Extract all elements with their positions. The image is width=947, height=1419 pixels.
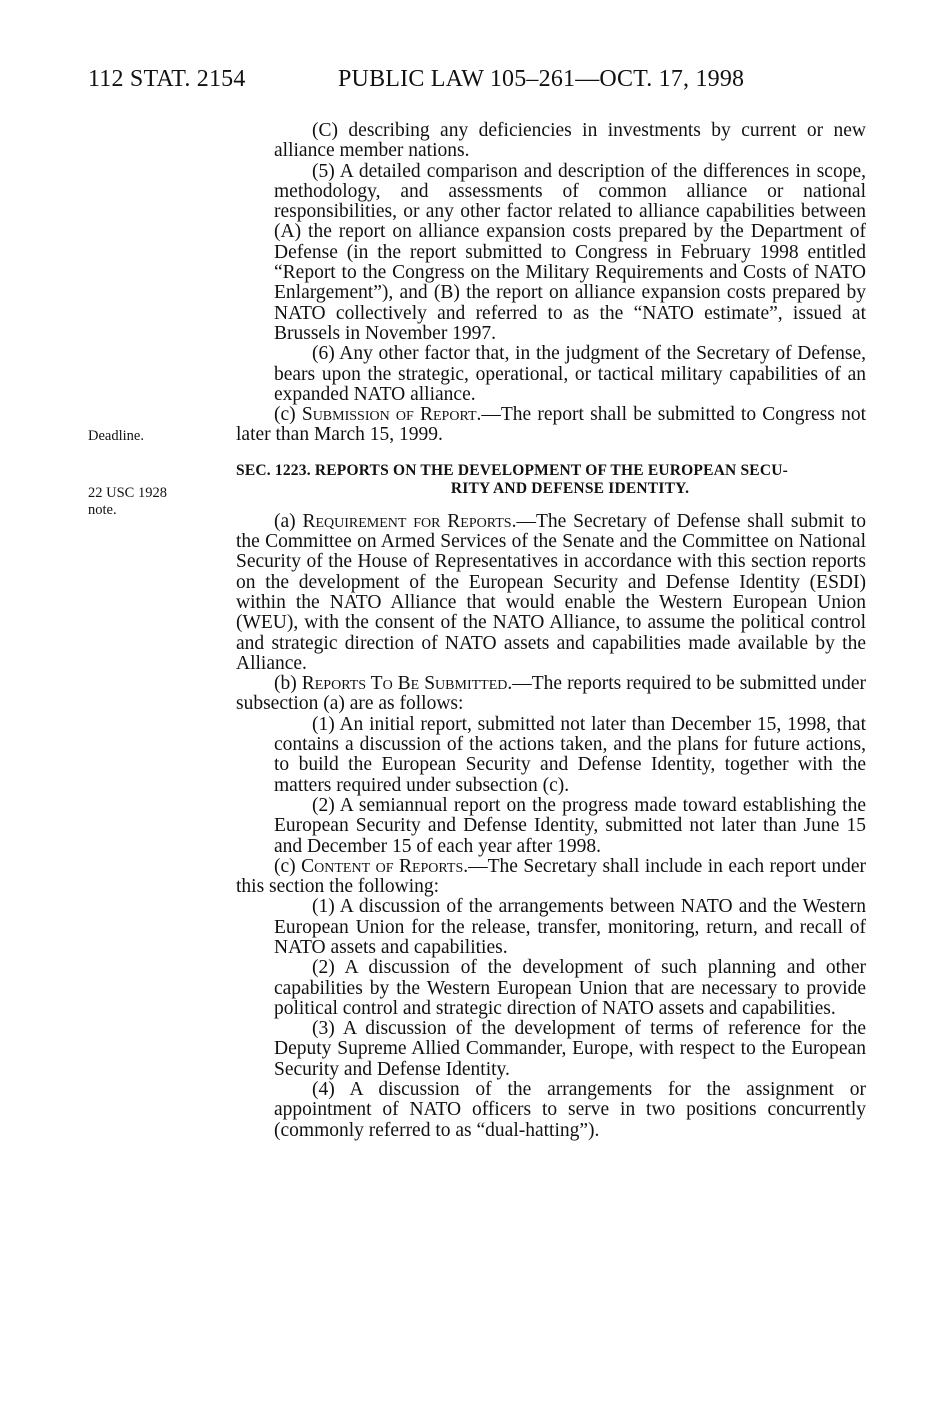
margin-note-usc xyxy=(88,485,208,519)
subsection-c-item-2: (2) A discussion of the development of such planning and other capabilities by the Western European Union that are necessary to provide political control and strategic direction of NATO assets and capabilities. xyxy=(274,957,866,1019)
paragraph-c-continued: (C) describing any deficiencies in investments by current or new alliance member nations. xyxy=(274,120,866,162)
subsection-b-heading: Reports To Be Submitted xyxy=(301,673,508,695)
subsection-a-heading: Requirement for Reports xyxy=(302,510,512,532)
subsection-c-text: .—The report shall be submitted to Congress not later than March 15, 1999. xyxy=(236,404,866,446)
subsection-c-item-4: (4) A discussion of the arrangements for the assignment or appointment of NATO officers to serve in two positions concurrently (commonly referred to as “dual-hatting”). xyxy=(274,1079,866,1141)
statute-page-number: 112 STAT. 2154 xyxy=(88,66,246,92)
subsection-c-heading: Submission of Report xyxy=(301,404,477,426)
subsection-b-lead: (b) xyxy=(274,673,302,695)
subsection-c-item-3: (3) A discussion of the development of terms of reference for the Deputy Supreme Allied Commander, Europe, with respect to the European Security and Defense Identity. xyxy=(274,1018,866,1080)
document-body xyxy=(236,121,866,1141)
margin-note-deadline: Deadline. xyxy=(88,428,144,444)
section-1223-heading xyxy=(236,462,866,498)
subsection-b-text: .—The reports required to be submitted under subsection (a) are as follows: xyxy=(236,673,866,715)
subsection-c-lead: (c) xyxy=(274,404,302,426)
margin-note-usc-line2: note. xyxy=(88,502,117,518)
subsection-c2-lead: (c) xyxy=(274,855,302,877)
subsection-c-item-1: (1) A discussion of the arrangements between NATO and the Western European Union for the release, transfer, monitoring, return, and recall of NATO assets and capabilities. xyxy=(274,896,866,958)
subsection-a-requirement xyxy=(236,512,866,674)
subsection-c2-heading: Content of Reports xyxy=(301,855,464,877)
section-heading-line1: SEC. 1223. REPORTS ON THE DEVELOPMENT OF THE EUROPEAN SECU- xyxy=(236,461,788,479)
subsection-a-lead: (a) xyxy=(274,510,303,532)
subsection-c-submission xyxy=(236,405,866,446)
public-law-title: PUBLIC LAW 105–261—OCT. 17, 1998 xyxy=(338,66,745,92)
page-header xyxy=(88,66,868,100)
section-heading-line2: RITY AND DEFENSE IDENTITY. xyxy=(450,479,690,497)
subsection-c2-text: .—The Secretary shall include in each report under this section the following: xyxy=(236,855,866,898)
subsection-b-reports xyxy=(236,674,866,715)
subsection-c-content xyxy=(236,857,866,898)
margin-note-usc-line1: 22 USC 1928 xyxy=(88,485,167,501)
paragraph-5: (5) A detailed comparison and description of the differences in scope, methodology, and assessments of common alliance or national responsibilities, or any other factor related to alliance capabilities between (A) the report on alliance expansion costs prepared by the Department of Defense (in the report submitted to Congress in February 1998 entitled “Report to the Congress on the Military Requirements and Costs of NATO Enlargement”), and (B) the report on alliance expansion costs prepared by NATO collectively and referred to as the “NATO estimate”, issued at Brussels in November 1997. xyxy=(274,160,866,344)
paragraph-6: (6) Any other factor that, in the judgment of the Secretary of Defense, bears upon the strategic, operational, or tactical military capabilities of an expanded NATO alliance. xyxy=(274,343,866,405)
subsection-a-text: .—The Secretary of Defense shall submit to the Committee on Armed Services of the Senate and the Committee on National Security of the House of Representatives in accordance with this section reports on the development of the European Security and Defense Identity (ESDI) within the NATO Alliance that would enable the Western European Union (WEU), with the consent of the NATO Alliance, to assume the political control and strategic direction of NATO assets and capabilities made available by the Alliance. xyxy=(236,510,866,674)
subsection-b-item-1: (1) An initial report, submitted not later than December 15, 1998, that contains a discussion of the actions taken, and the plans for future actions, to build the European Security and Defense Identity, together with the matters required under subsection (c). xyxy=(274,713,866,796)
subsection-b-item-2: (2) A semiannual report on the progress made toward establishing the European Security and Defense Identity, submitted not later than June 15 and December 15 of each year after 1998. xyxy=(274,794,866,857)
